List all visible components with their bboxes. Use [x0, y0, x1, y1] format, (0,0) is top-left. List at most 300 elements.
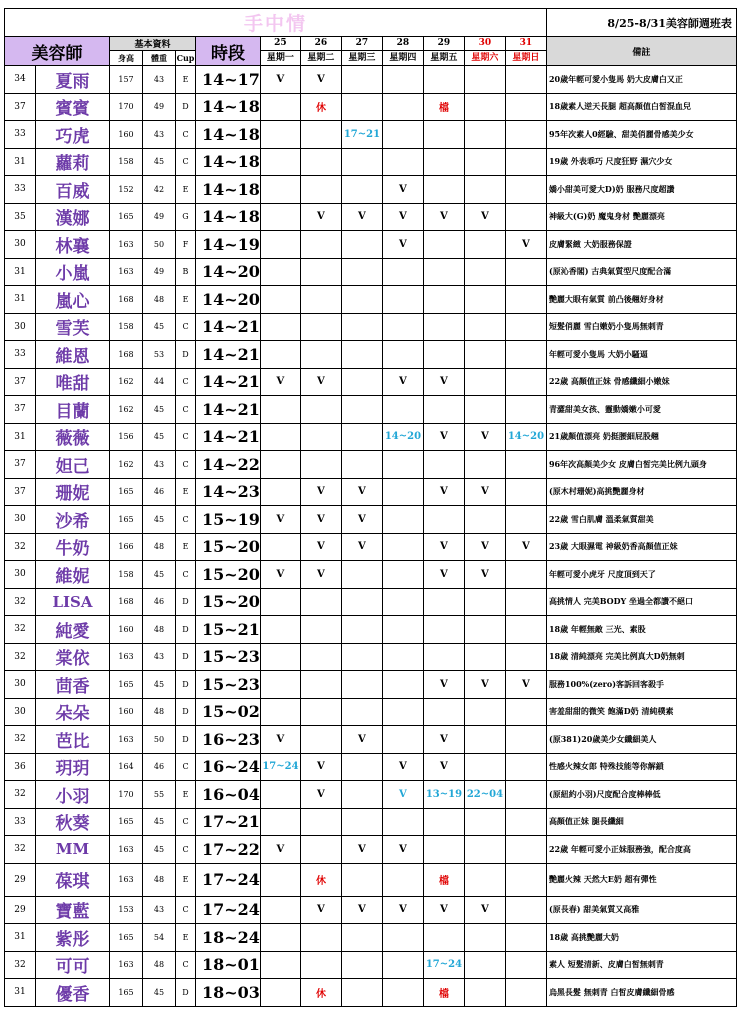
day-cell	[464, 313, 505, 341]
day-cell	[505, 66, 546, 94]
day-cell	[464, 951, 505, 979]
age-cell: 31	[5, 423, 36, 451]
day-date: 26	[300, 37, 341, 51]
day-cell	[464, 121, 505, 149]
day-cell	[505, 863, 546, 896]
time-slot: 18~03	[196, 979, 261, 1007]
day-cell	[423, 396, 464, 424]
day-cell	[423, 286, 464, 314]
cup-cell: E	[176, 176, 196, 204]
cup-cell: C	[176, 753, 196, 781]
time-slot: 17~22	[196, 836, 261, 864]
height-cell: 168	[110, 341, 143, 369]
age-cell: 32	[5, 643, 36, 671]
weight-cell: 48	[143, 533, 176, 561]
weight-cell: 45	[143, 561, 176, 589]
day-cell	[260, 896, 300, 924]
stylist-name: 優香	[36, 979, 110, 1007]
day-cell: V	[341, 726, 382, 754]
note-cell: 素人 短髮清新、皮膚白皙無刺青	[546, 951, 736, 979]
age-cell: 32	[5, 616, 36, 644]
day-date: 30	[464, 37, 505, 51]
day-cell	[505, 451, 546, 479]
note-cell: 年輕可愛小隻馬 大奶小騷逼	[546, 341, 736, 369]
day-cell	[464, 726, 505, 754]
day-cell	[505, 258, 546, 286]
day-cell	[300, 341, 341, 369]
height-cell: 168	[110, 286, 143, 314]
stylist-name: 唯甜	[36, 368, 110, 396]
day-cell: V	[300, 896, 341, 924]
day-cell: V	[260, 66, 300, 94]
day-cell	[260, 203, 300, 231]
day-cell	[341, 286, 382, 314]
stylist-name: 沙希	[36, 506, 110, 534]
day-cell	[341, 341, 382, 369]
time-slot: 14~18	[196, 203, 261, 231]
note-cell: 95年次素人0經驗、甜美俏麗骨感美少女	[546, 121, 736, 149]
table-row	[5, 896, 737, 924]
day-cell	[341, 951, 382, 979]
stylist-name: 秋葵	[36, 808, 110, 836]
cup-cell: E	[176, 924, 196, 952]
cup-cell: D	[176, 979, 196, 1007]
stylist-header: 美容師	[5, 37, 110, 66]
age-cell: 32	[5, 781, 36, 809]
day-cell: V	[464, 671, 505, 699]
table-row	[5, 148, 737, 176]
table-row	[5, 561, 737, 589]
day-cell	[260, 671, 300, 699]
day-cell: V	[341, 836, 382, 864]
day-cell	[341, 561, 382, 589]
table-row	[5, 66, 737, 94]
height-cell: 165	[110, 924, 143, 952]
cup-cell: C	[176, 368, 196, 396]
day-cell	[300, 258, 341, 286]
day-cell	[382, 726, 423, 754]
table-row	[5, 93, 737, 121]
day-cell: V	[260, 726, 300, 754]
height-cell: 165	[110, 506, 143, 534]
day-cell	[260, 93, 300, 121]
note-cell: 青澀甜美女孩、靈動嬌嫩小可愛	[546, 396, 736, 424]
day-cell	[505, 176, 546, 204]
time-slot: 15~23	[196, 643, 261, 671]
day-cell	[464, 863, 505, 896]
day-cell	[464, 643, 505, 671]
day-cell	[505, 896, 546, 924]
age-cell: 30	[5, 313, 36, 341]
table-row	[5, 781, 737, 809]
table-row	[5, 924, 737, 952]
note-cell: 23歲 大眼濕電 神級奶香高顏值正妹	[546, 533, 736, 561]
day-cell	[382, 924, 423, 952]
time-slot: 18~01	[196, 951, 261, 979]
table-row	[5, 423, 737, 451]
height-cell: 152	[110, 176, 143, 204]
day-cell	[300, 451, 341, 479]
weight-cell: 49	[143, 203, 176, 231]
day-cell	[341, 451, 382, 479]
day-cell	[505, 561, 546, 589]
time-slot: 14~21	[196, 423, 261, 451]
day-cell	[260, 286, 300, 314]
weight-cell: 53	[143, 341, 176, 369]
table-row	[5, 863, 737, 896]
time-slot: 14~21	[196, 396, 261, 424]
day-cell	[505, 313, 546, 341]
day-cell	[464, 924, 505, 952]
day-cell	[260, 924, 300, 952]
day-cell: V	[423, 423, 464, 451]
note-cell: 22歲 高顏值正妹 骨感纖細小嫩妹	[546, 368, 736, 396]
day-cell	[382, 286, 423, 314]
day-cell: V	[300, 533, 341, 561]
weight-cell: 48	[143, 616, 176, 644]
day-cell	[464, 588, 505, 616]
height-cell: 168	[110, 588, 143, 616]
day-cell: 17~21	[341, 121, 382, 149]
day-cell	[382, 93, 423, 121]
day-cell	[423, 258, 464, 286]
note-cell: 18歲素人逆天長腿 超高顏值白皙混血兒	[546, 93, 736, 121]
age-cell: 30	[5, 671, 36, 699]
day-cell	[423, 341, 464, 369]
day-cell: V	[423, 671, 464, 699]
height-cell: 163	[110, 726, 143, 754]
day-cell	[341, 643, 382, 671]
day-cell	[505, 148, 546, 176]
note-cell: 18歲 清純漂亮 完美比例真大D奶無刺	[546, 643, 736, 671]
table-row	[5, 341, 737, 369]
basic-info-header: 基本資料	[110, 37, 196, 51]
day-cell	[505, 396, 546, 424]
stylist-name: 妲己	[36, 451, 110, 479]
height-cell: 158	[110, 148, 143, 176]
weight-cell: 45	[143, 313, 176, 341]
day-date: 27	[341, 37, 382, 51]
day-cell	[464, 836, 505, 864]
day-cell	[505, 753, 546, 781]
day-cell	[505, 951, 546, 979]
age-cell: 29	[5, 863, 36, 896]
day-cell	[382, 616, 423, 644]
day-cell	[341, 176, 382, 204]
day-cell	[300, 588, 341, 616]
day-cell: V	[260, 561, 300, 589]
day-cell	[464, 176, 505, 204]
day-cell: V	[423, 533, 464, 561]
day-cell	[341, 924, 382, 952]
cup-cell: C	[176, 561, 196, 589]
day-cell	[423, 231, 464, 259]
cup-cell: C	[176, 506, 196, 534]
stylist-name: 小嵐	[36, 258, 110, 286]
height-cell: 165	[110, 203, 143, 231]
stylist-name: MM	[36, 836, 110, 864]
day-cell	[382, 478, 423, 506]
weight-cell: 45	[143, 808, 176, 836]
time-slot: 14~19	[196, 231, 261, 259]
time-slot: 15~19	[196, 506, 261, 534]
day-cell	[423, 176, 464, 204]
schedule-sheet	[4, 8, 737, 1007]
cup-header: Cup	[176, 51, 196, 66]
height-cell: 163	[110, 863, 143, 896]
day-cell	[341, 231, 382, 259]
day-cell	[423, 924, 464, 952]
day-cell	[341, 781, 382, 809]
header-row-top	[5, 37, 737, 51]
stylist-name: 芭比	[36, 726, 110, 754]
note-cell: 神級大(G)奶 魔鬼身材 艷麗漂亮	[546, 203, 736, 231]
day-cell	[341, 979, 382, 1007]
stylist-name: 蘿莉	[36, 148, 110, 176]
height-cell: 163	[110, 643, 143, 671]
day-cell	[300, 148, 341, 176]
height-cell: 160	[110, 616, 143, 644]
day-cell: V	[300, 561, 341, 589]
day-cell	[423, 836, 464, 864]
weight-cell: 42	[143, 176, 176, 204]
table-row	[5, 643, 737, 671]
age-cell: 31	[5, 924, 36, 952]
height-cell: 166	[110, 533, 143, 561]
note-cell: 害羞甜甜的微笑 飽滿D奶 清純樸素	[546, 698, 736, 726]
day-cell	[464, 753, 505, 781]
day-cell	[260, 808, 300, 836]
cup-cell: C	[176, 148, 196, 176]
day-cell: V	[464, 203, 505, 231]
height-cell: 153	[110, 896, 143, 924]
day-cell: V	[300, 66, 341, 94]
day-cell	[423, 313, 464, 341]
day-cell	[382, 808, 423, 836]
day-cell	[300, 643, 341, 671]
table-row	[5, 313, 737, 341]
day-weekday: 星期一	[260, 51, 300, 66]
table-row	[5, 671, 737, 699]
age-cell: 32	[5, 588, 36, 616]
day-cell: 休	[300, 93, 341, 121]
day-cell: 14~20	[382, 423, 423, 451]
time-slot: 14~20	[196, 286, 261, 314]
height-cell: 158	[110, 561, 143, 589]
day-cell	[341, 863, 382, 896]
day-cell	[505, 121, 546, 149]
weight-cell: 55	[143, 781, 176, 809]
table-row	[5, 176, 737, 204]
day-cell	[260, 698, 300, 726]
weight-cell: 43	[143, 451, 176, 479]
time-slot: 16~04	[196, 781, 261, 809]
table-row	[5, 258, 737, 286]
day-cell	[505, 93, 546, 121]
day-cell	[341, 93, 382, 121]
day-cell	[341, 698, 382, 726]
day-cell	[464, 148, 505, 176]
day-cell: 檔	[423, 979, 464, 1007]
height-cell: 162	[110, 368, 143, 396]
weight-cell: 48	[143, 698, 176, 726]
table-row	[5, 616, 737, 644]
note-cell: 烏黑長髮 無刺青 白皙皮膚纖細骨感	[546, 979, 736, 1007]
day-cell	[300, 671, 341, 699]
day-cell	[505, 979, 546, 1007]
age-cell: 32	[5, 836, 36, 864]
weight-cell: 45	[143, 979, 176, 1007]
age-cell: 37	[5, 93, 36, 121]
day-cell	[341, 258, 382, 286]
height-cell: 165	[110, 808, 143, 836]
note-header: 備註	[546, 37, 736, 66]
note-cell: 22歲 雪白肌膚 溫柔氣質甜美	[546, 506, 736, 534]
day-cell	[260, 231, 300, 259]
time-slot: 15~20	[196, 561, 261, 589]
table-row	[5, 588, 737, 616]
table-row	[5, 478, 737, 506]
day-cell	[505, 506, 546, 534]
cup-cell: D	[176, 341, 196, 369]
day-cell	[505, 643, 546, 671]
day-date: 28	[382, 37, 423, 51]
day-cell	[505, 368, 546, 396]
day-cell	[464, 258, 505, 286]
day-cell	[423, 808, 464, 836]
table-row	[5, 836, 737, 864]
stylist-name: 雪芙	[36, 313, 110, 341]
age-cell: 36	[5, 753, 36, 781]
day-cell	[505, 781, 546, 809]
day-cell	[382, 451, 423, 479]
note-cell: 96年次高顏美少女 皮膚白皙完美比例九頭身	[546, 451, 736, 479]
day-cell	[423, 643, 464, 671]
day-cell: V	[341, 506, 382, 534]
day-cell	[382, 313, 423, 341]
day-cell	[260, 176, 300, 204]
age-cell: 30	[5, 231, 36, 259]
slot-header: 時段	[196, 37, 261, 66]
day-cell: 檔	[423, 93, 464, 121]
table-row	[5, 396, 737, 424]
cup-cell: E	[176, 863, 196, 896]
time-slot: 14~22	[196, 451, 261, 479]
day-cell	[382, 588, 423, 616]
day-cell	[260, 533, 300, 561]
day-cell	[260, 979, 300, 1007]
weight-cell: 54	[143, 924, 176, 952]
day-cell	[505, 588, 546, 616]
weight-cell: 43	[143, 896, 176, 924]
height-cell: 157	[110, 66, 143, 94]
day-cell: V	[341, 478, 382, 506]
cup-cell: E	[176, 66, 196, 94]
day-cell	[505, 616, 546, 644]
stylist-name: 目蘭	[36, 396, 110, 424]
time-slot: 17~24	[196, 863, 261, 896]
day-cell	[464, 368, 505, 396]
day-cell	[341, 313, 382, 341]
day-cell	[341, 808, 382, 836]
note-cell: 高顏值正妹 腿長纖細	[546, 808, 736, 836]
day-cell: V	[423, 753, 464, 781]
day-cell: V	[382, 368, 423, 396]
day-cell: 17~24	[423, 951, 464, 979]
day-cell	[464, 698, 505, 726]
weight-cell: 45	[143, 836, 176, 864]
day-cell	[260, 781, 300, 809]
day-cell	[464, 396, 505, 424]
day-cell	[300, 836, 341, 864]
age-cell: 31	[5, 286, 36, 314]
day-cell	[382, 561, 423, 589]
note-cell: 19歲 外表乖巧 尺度狂野 濕穴少女	[546, 148, 736, 176]
age-cell: 37	[5, 368, 36, 396]
day-cell: 休	[300, 863, 341, 896]
day-cell	[341, 368, 382, 396]
cup-cell: D	[176, 616, 196, 644]
day-cell	[505, 341, 546, 369]
day-cell	[260, 478, 300, 506]
day-cell	[260, 863, 300, 896]
note-cell: 嬌小甜美可愛大D)奶 服務尺度超讚	[546, 176, 736, 204]
table-row	[5, 451, 737, 479]
day-cell	[382, 979, 423, 1007]
stylist-name: 夏雨	[36, 66, 110, 94]
stylist-name: 薇薇	[36, 423, 110, 451]
day-weekday: 星期日	[505, 51, 546, 66]
cup-cell: C	[176, 951, 196, 979]
table-row	[5, 726, 737, 754]
stylist-name: 寶藍	[36, 896, 110, 924]
day-cell	[464, 808, 505, 836]
age-cell: 37	[5, 478, 36, 506]
day-cell: V	[382, 176, 423, 204]
day-cell	[382, 506, 423, 534]
weight-cell: 45	[143, 506, 176, 534]
stylist-name: 百威	[36, 176, 110, 204]
stylist-name: 維恩	[36, 341, 110, 369]
day-cell	[464, 341, 505, 369]
day-cell	[464, 451, 505, 479]
time-slot: 14~18	[196, 148, 261, 176]
table-row	[5, 979, 737, 1007]
height-cell: 162	[110, 451, 143, 479]
cup-cell: C	[176, 313, 196, 341]
cup-cell: C	[176, 396, 196, 424]
day-cell	[423, 451, 464, 479]
time-slot: 14~21	[196, 313, 261, 341]
day-cell	[260, 258, 300, 286]
cup-cell: D	[176, 93, 196, 121]
cup-cell: D	[176, 671, 196, 699]
age-cell: 31	[5, 148, 36, 176]
day-cell: V	[300, 753, 341, 781]
note-cell: 21歲顏值漂亮 奶挺腰細屁股翹	[546, 423, 736, 451]
day-cell	[382, 121, 423, 149]
weight-cell: 45	[143, 671, 176, 699]
weight-cell: 43	[143, 121, 176, 149]
stylist-name: 牛奶	[36, 533, 110, 561]
weight-cell: 43	[143, 643, 176, 671]
day-cell	[300, 808, 341, 836]
age-cell: 29	[5, 896, 36, 924]
day-cell: V	[300, 506, 341, 534]
day-cell: 17~24	[260, 753, 300, 781]
cup-cell: D	[176, 643, 196, 671]
note-cell: 服務100%(zero)客訴回客殺手	[546, 671, 736, 699]
